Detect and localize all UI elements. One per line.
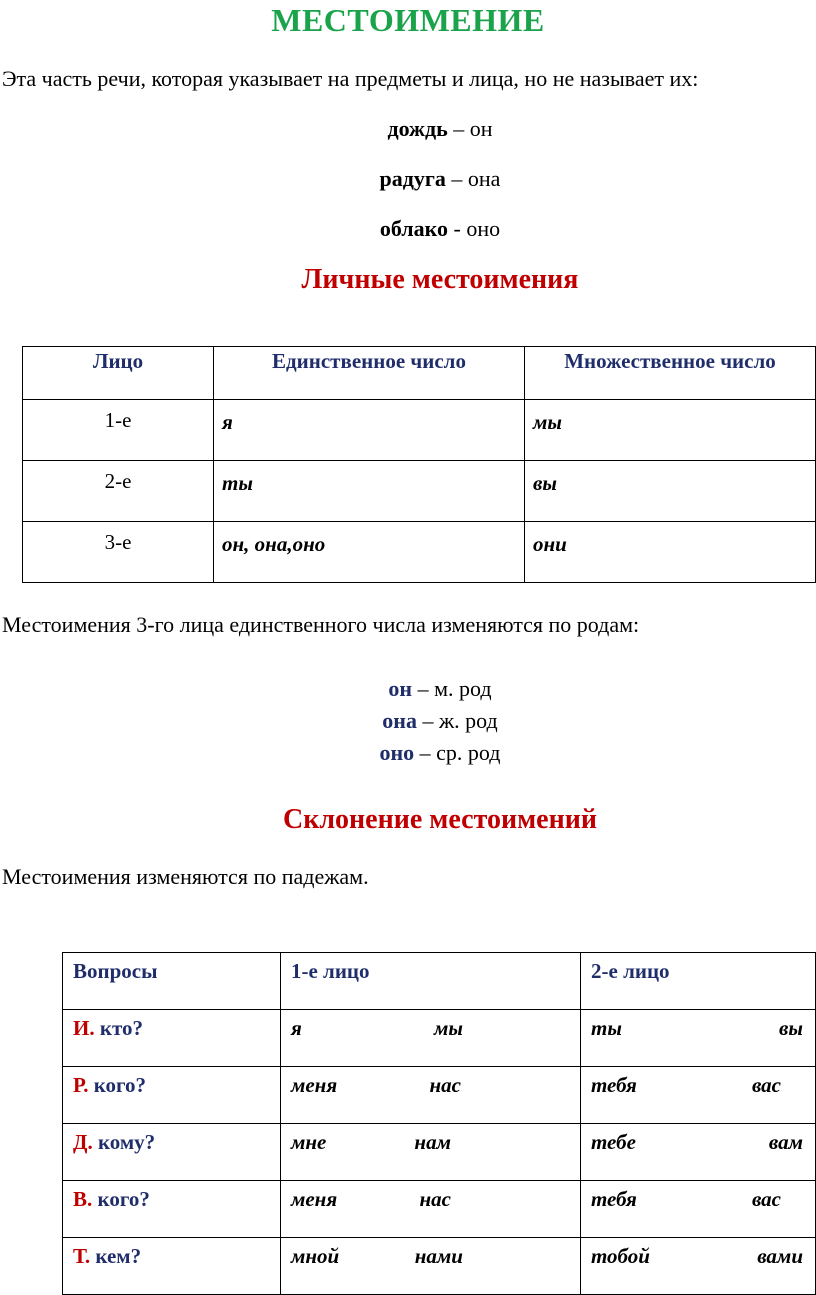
example-line: [0, 116, 816, 142]
singular-form: тебя: [591, 1187, 637, 1211]
gender-label: ср. род: [436, 740, 501, 765]
header-cell: Множественное число: [525, 347, 816, 400]
singular-form: мне: [290, 1130, 327, 1154]
second-person-cell: [581, 1124, 816, 1181]
singular-form: тобой: [591, 1244, 650, 1268]
example-separator: –: [445, 166, 468, 191]
plural-form: вас: [751, 1073, 781, 1097]
example-separator: –: [447, 116, 470, 141]
singular-cell: я: [214, 400, 525, 461]
plural-form: вас: [751, 1187, 781, 1211]
person-cell: 1-е: [23, 400, 214, 461]
case-question: кому?: [92, 1130, 156, 1154]
person-cell: 2-е: [23, 461, 214, 522]
gender-line: [0, 708, 816, 734]
gender-line: [0, 676, 816, 702]
plural-form: нами: [414, 1244, 463, 1268]
header-cell: Лицо: [23, 347, 214, 400]
plural-form: нам: [414, 1130, 451, 1154]
table-row: [63, 1181, 816, 1238]
gender-label: м. род: [434, 676, 492, 701]
plural-cell: они: [525, 522, 816, 583]
singular-form: мной: [290, 1244, 340, 1268]
case-abbr: Р.: [73, 1073, 89, 1097]
table-row: [63, 1238, 816, 1295]
singular-form: ты: [591, 1016, 622, 1040]
case-abbr: Д.: [73, 1130, 93, 1154]
gender-line: [0, 740, 816, 766]
singular-cell: ты: [214, 461, 525, 522]
table-row: [63, 1124, 816, 1181]
declension-text: Местоимения изменяются по падежам.: [2, 864, 369, 889]
table-header-row: [63, 953, 816, 1010]
gender-separator: –: [416, 708, 439, 733]
personal-pronouns-table: [22, 346, 816, 583]
first-person-cell: [280, 1010, 580, 1067]
plural-form: нас: [429, 1073, 461, 1097]
header-cell: Вопросы: [63, 953, 281, 1010]
case-question: кого?: [92, 1187, 150, 1211]
question-cell: [63, 1010, 281, 1067]
case-abbr: И.: [73, 1016, 95, 1040]
question-cell: [63, 1238, 281, 1295]
question-cell: [63, 1124, 281, 1181]
singular-form: я: [290, 1016, 302, 1040]
example-word: радуга: [379, 166, 446, 191]
table-row: [63, 1010, 816, 1067]
question-cell: [63, 1067, 281, 1124]
gender-separator: –: [412, 676, 435, 701]
case-question: кем?: [90, 1244, 142, 1268]
gender-text: Местоимения 3-го лица единственного числа изменяются по родам:: [2, 612, 640, 637]
case-question: кто?: [94, 1016, 143, 1040]
header-cell: 1-е лицо: [280, 953, 580, 1010]
plural-form: нас: [419, 1187, 451, 1211]
table-row: [23, 461, 816, 522]
first-person-cell: [280, 1238, 580, 1295]
example-line: [0, 216, 816, 242]
declension-heading: Склонение местоимений: [282, 804, 597, 835]
plural-form: вами: [757, 1244, 803, 1268]
singular-form: меня: [290, 1187, 338, 1211]
second-person-cell: [581, 1067, 816, 1124]
gender-pronoun: он: [388, 676, 413, 701]
plural-form: мы: [434, 1016, 463, 1040]
example-line: [0, 166, 816, 192]
second-person-cell: [581, 1238, 816, 1295]
plural-form: вы: [779, 1016, 803, 1040]
intro-text: Эта часть речи, которая указывает на предметы и лица, но не называет их:: [2, 66, 699, 91]
question-cell: [63, 1181, 281, 1238]
example-word: облако: [379, 216, 449, 241]
second-person-cell: [581, 1010, 816, 1067]
case-abbr: В.: [73, 1187, 93, 1211]
singular-form: тебя: [591, 1073, 637, 1097]
first-person-cell: [280, 1124, 580, 1181]
header-cell: 2-е лицо: [581, 953, 816, 1010]
plural-form: вам: [768, 1130, 803, 1154]
page-title: МЕСТОИМЕНИЕ: [271, 2, 545, 38]
singular-form: меня: [290, 1073, 338, 1097]
gender-pronoun: оно: [379, 740, 415, 765]
table-header-row: [23, 347, 816, 400]
table-row: [23, 522, 816, 583]
gender-pronoun: она: [382, 708, 417, 733]
first-person-cell: [280, 1181, 580, 1238]
plural-cell: вы: [525, 461, 816, 522]
example-pronoun: оно: [466, 216, 501, 241]
person-cell: 3-е: [23, 522, 214, 583]
example-pronoun: он: [469, 116, 493, 141]
gender-label: ж. род: [438, 708, 498, 733]
example-pronoun: она: [467, 166, 501, 191]
singular-cell: он, она,оно: [214, 522, 525, 583]
declension-table: [62, 952, 816, 1295]
header-cell: Единственное число: [214, 347, 525, 400]
table-row: [63, 1067, 816, 1124]
example-word: дождь: [387, 116, 448, 141]
table-row: [23, 400, 816, 461]
personal-pronouns-heading: Личные местоимения: [301, 264, 579, 295]
second-person-cell: [581, 1181, 816, 1238]
case-question: кого?: [88, 1073, 147, 1097]
plural-cell: мы: [525, 400, 816, 461]
singular-form: тебе: [591, 1130, 636, 1154]
example-separator: -: [448, 216, 467, 241]
gender-separator: –: [414, 740, 437, 765]
first-person-cell: [280, 1067, 580, 1124]
case-abbr: Т.: [73, 1244, 91, 1268]
